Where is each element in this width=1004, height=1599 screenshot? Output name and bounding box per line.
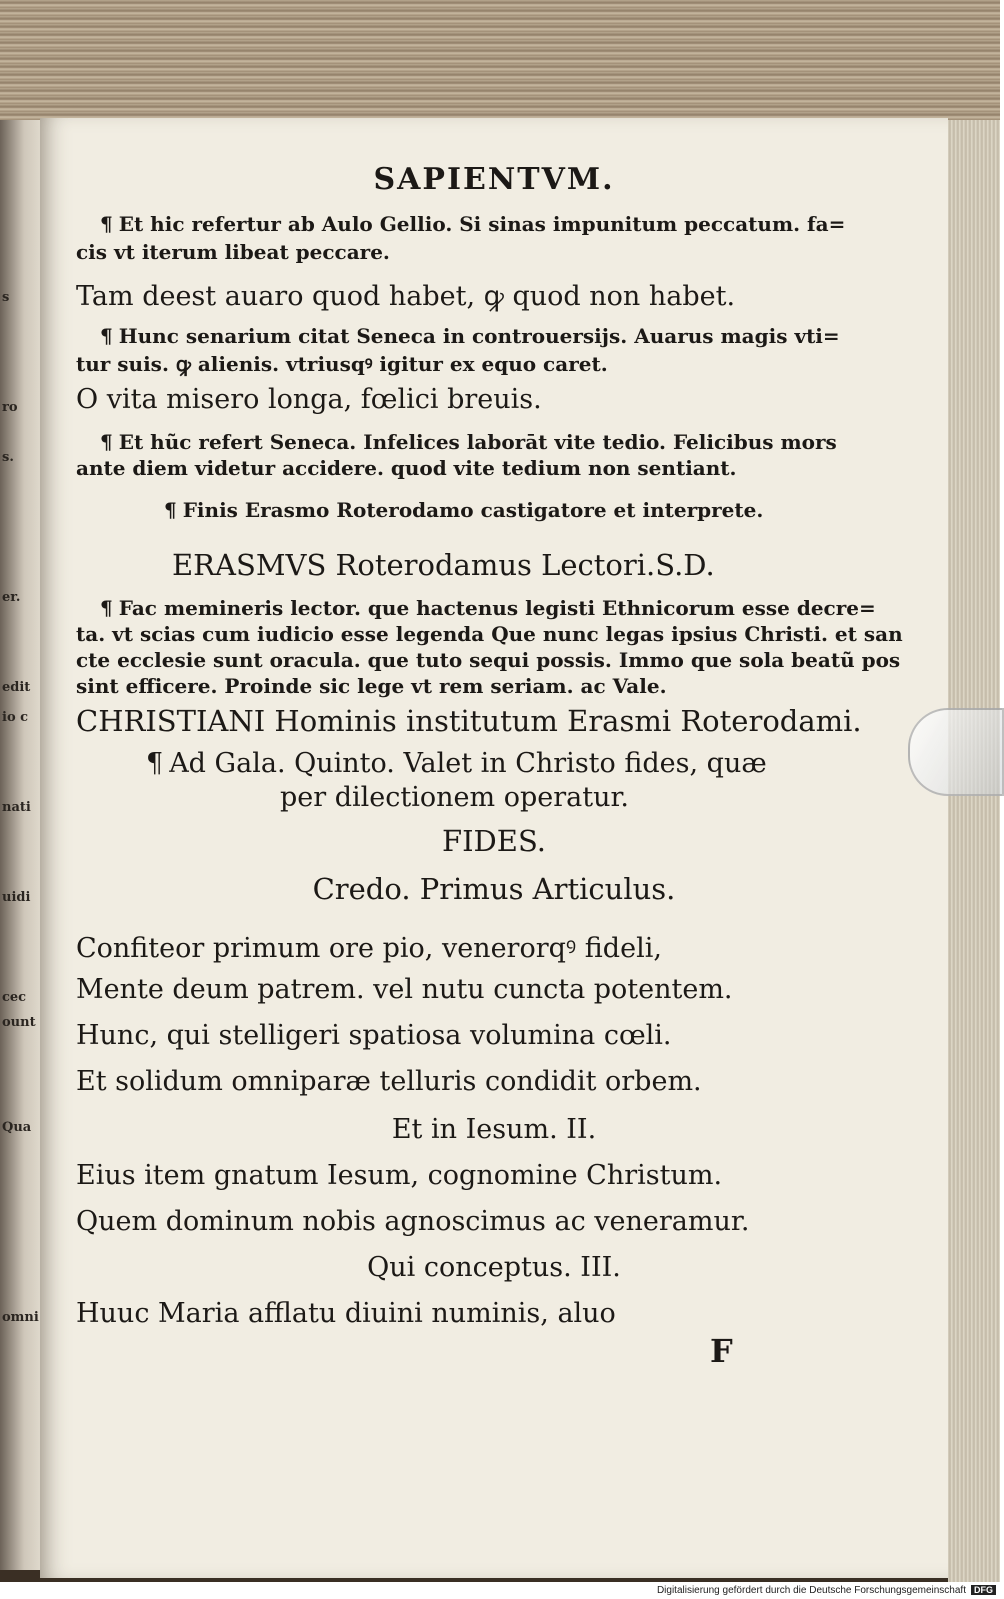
facing-page-fragment: nati — [2, 800, 31, 815]
colophon-line: ¶ Finis Erasmo Roterodamo castigatore et interprete. — [164, 498, 764, 522]
text-line: cte ecclesie sunt oracula. que tuto sequi possis. Immo que sola beatũ pos — [76, 648, 901, 672]
running-head: SAPIENTVM. — [373, 162, 615, 197]
facing-page-fragment: io c — [2, 710, 29, 725]
scripture-reference: per dilectionem operatur. — [280, 782, 629, 813]
funding-notice: Digitalisierung gefördert durch die Deutsche Forschungsgemeinschaft — [656, 1585, 966, 1596]
pilcrow-mark: ¶ — [164, 498, 177, 522]
verse-line: Tam deest auaro quod habet, ꝙ quod non habet. — [76, 281, 736, 312]
pilcrow-mark: ¶ — [100, 212, 113, 236]
page-clip — [908, 708, 1004, 796]
facing-page-fragment: uidi — [2, 890, 31, 905]
facing-page-fragment: omni — [2, 1310, 39, 1325]
verse-line: Et solidum omniparæ telluris condidit orbem. — [76, 1066, 702, 1097]
facing-page-edge — [0, 120, 44, 1570]
verse-line: Huuc Maria afflatu diuini numinis, aluo — [76, 1298, 616, 1329]
article-heading: Credo. Primus Articulus. — [312, 872, 676, 906]
text-line: cis vt iterum libeat peccare. — [76, 240, 390, 264]
pilcrow-mark: ¶ — [100, 324, 113, 348]
article-heading: Et in Iesum. II. — [391, 1114, 597, 1145]
facing-page-fragment: er. — [2, 590, 21, 605]
verse-line: Mente deum patrem. vel nutu cuncta potentem. — [76, 974, 733, 1005]
section-heading: FIDES. — [441, 824, 547, 858]
facing-page-fragment: s. — [2, 450, 14, 465]
pilcrow-mark: ¶ — [100, 430, 113, 454]
text-line: tur suis. ꝙ alienis. vtriusqꝰ igitur ex equo caret. — [76, 352, 608, 376]
scripture-reference: ¶ Ad Gala. Quinto. Valet in Christo fides, quæ — [146, 748, 767, 779]
facing-page-fragment: edit — [2, 680, 31, 695]
verse-line: Quem dominum nobis agnoscimus ac veneramur. — [76, 1206, 750, 1237]
page-block-right-edge — [948, 120, 1000, 1582]
facing-page-fragment: ount — [2, 1015, 36, 1030]
text-line: ante diem videtur accidere. quod vite tedium non sentiant. — [76, 456, 737, 480]
article-heading: Qui conceptus. III. — [367, 1252, 621, 1283]
facing-page-fragment: s — [2, 290, 10, 305]
dfg-logo: DFG — [971, 1585, 996, 1595]
pilcrow-mark: ¶ — [100, 596, 113, 620]
text-line: ¶ Fac memineris lector. que hactenus legisti Ethnicorum esse decre= — [100, 596, 876, 620]
section-heading: ERASMVS Roterodamus Lectori.S.D. — [172, 548, 715, 582]
facing-page-fragment: ro — [2, 400, 18, 415]
text-line: ¶ Et hũc refert Seneca. Infelices laborāt vite tedio. Felicibus mors — [100, 430, 837, 454]
verse-line: Hunc, qui stelligeri spatiosa volumina cœli. — [76, 1020, 672, 1051]
verse-line: Confiteor primum ore pio, venerorqꝰ fideli, — [76, 933, 662, 964]
digitization-footer — [0, 1582, 1000, 1599]
pilcrow-mark: ¶ — [146, 748, 164, 779]
text-line: sint efficere. Proinde sic lege vt rem seriam. ac Vale. — [76, 674, 667, 698]
verse-line: Eius item gnatum Iesum, cognomine Christum. — [76, 1160, 723, 1191]
facing-page-fragment: Qua — [2, 1120, 32, 1135]
verse-line: O vita misero longa, fœlici breuis. — [76, 384, 542, 415]
book-page — [40, 118, 948, 1578]
text-line: ¶ Et hic refertur ab Aulo Gellio. Si sinas impunitum peccatum. fa= — [100, 212, 846, 236]
section-heading: CHRISTIANI Hominis institutum Erasmi Roterodami. — [76, 704, 862, 738]
signature-mark: F — [710, 1332, 733, 1370]
text-line: ta. vt scias cum iudicio esse legenda Que nunc legas ipsius Christi. et san — [76, 622, 903, 646]
text-line: ¶ Hunc senarium citat Seneca in controuersijs. Auarus magis vti= — [100, 324, 840, 348]
facing-page-fragment: cec — [2, 990, 27, 1005]
